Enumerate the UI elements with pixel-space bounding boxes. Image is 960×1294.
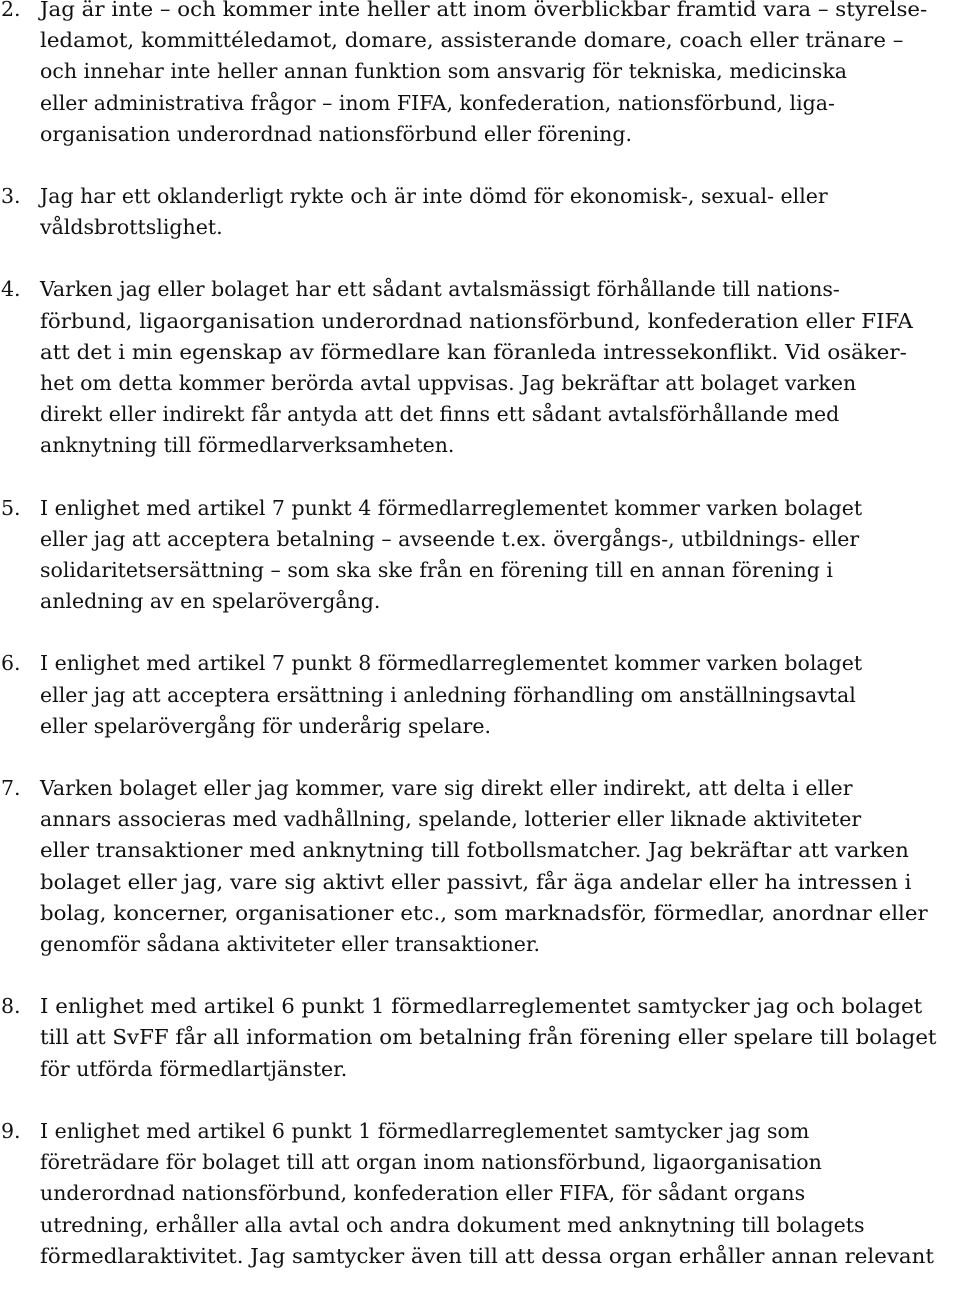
text-line: och innehar inte heller annan funktion som ansvarig för tekniska, medicinska (40, 59, 847, 84)
text-line: till att SvFF får all information om betalning från förening eller spelare till bolaget (40, 1025, 937, 1050)
text-line: I enlighet med artikel 7 punkt 8 förmedlarreglementet kommer varken bolaget (40, 651, 863, 676)
text-line: eller jag att acceptera betalning – avseende t.ex. övergångs-, utbildnings- eller (40, 526, 860, 551)
list-item-5 (0, 493, 960, 618)
item-text (40, 648, 958, 742)
list-item-8 (0, 991, 960, 1085)
item-number: 4. (1, 277, 21, 302)
text-line: I enlighet med artikel 6 punkt 1 förmedlarreglementet samtycker jag som (40, 1118, 810, 1143)
text-line: bolag, koncerner, organisationer etc., som marknadsför, förmedlar, anordnar eller (40, 900, 928, 925)
text-line: Jag har ett oklanderligt rykte och är inte dömd för ekonomisk-, sexual- eller (40, 184, 828, 209)
item-text (40, 1116, 958, 1272)
item-number: 9. (1, 1118, 21, 1143)
item-text (40, 274, 958, 461)
text-line: ledamot, kommittéledamot, domare, assisterande domare, coach eller tränare – (40, 28, 904, 53)
list-item-4 (0, 274, 960, 461)
item-number: 8. (1, 994, 21, 1019)
list-item-9 (0, 1116, 960, 1272)
text-line: bolaget eller jag, vare sig aktivt eller passivt, får äga andelar eller ha intressen i (40, 869, 912, 894)
text-line: organisation underordnad nationsförbund eller förening. (40, 121, 632, 146)
item-number: 5. (1, 495, 21, 520)
item-text (40, 773, 958, 960)
text-line: att det i min egenskap av förmedlare kan föranleda intressekonflikt. Vid osäker- (40, 339, 907, 364)
list-item-3 (0, 181, 960, 243)
text-line: direkt eller indirekt får antyda att det finns ett sådant avtalsförhållande med (40, 402, 840, 427)
item-number: 7. (1, 776, 21, 801)
text-line: I enlighet med artikel 7 punkt 4 förmedlarreglementet kommer varken bolaget (40, 495, 863, 520)
text-line: för utförda förmedlartjänster. (40, 1056, 348, 1081)
text-line: anledning av en spelarövergång. (40, 589, 381, 614)
item-text (40, 0, 958, 150)
list-item-2 (0, 0, 960, 150)
text-line: utredning, erhåller alla avtal och andra dokument med anknytning till bolagets (40, 1212, 865, 1237)
text-line: genomför sådana aktiviteter eller transaktioner. (40, 932, 540, 957)
text-line: eller spelarövergång för underårig spelare. (40, 713, 492, 738)
text-line: solidaritetsersättning – som ska ske från en förening till en annan förening i (40, 558, 833, 583)
list-item-7 (0, 773, 960, 960)
text-line: Jag är inte – och kommer inte heller att inom överblickbar framtid vara – styrelse- (40, 0, 928, 21)
text-line: annars associeras med vadhållning, spelande, lotterier eller liknade aktiviteter (40, 807, 862, 832)
text-line: förbund, ligaorganisation underordnad nationsförbund, konfederation eller FIFA (40, 308, 913, 333)
text-line: eller administrativa frågor – inom FIFA, konfederation, nationsförbund, liga- (40, 90, 835, 115)
text-line: Varken jag eller bolaget har ett sådant avtalsmässigt förhållande till nations- (40, 277, 840, 302)
item-number: 6. (1, 651, 21, 676)
item-number: 3. (1, 184, 21, 209)
text-line: eller transaktioner med anknytning till fotbollsmatcher. Jag bekräftar att varken (40, 838, 909, 863)
list-item-6 (0, 648, 960, 742)
text-line: anknytning till förmedlarverksamheten. (40, 433, 455, 458)
text-line: underordnad nationsförbund, konfederation eller FIFA, för sådant organs (40, 1181, 806, 1206)
text-line: företrädare för bolaget till att organ inom nationsförbund, ligaorganisation (40, 1150, 822, 1175)
text-line: förmedlaraktivitet. Jag samtycker även till att dessa organ erhåller annan relevant (40, 1243, 934, 1268)
text-line: Varken bolaget eller jag kommer, vare sig direkt eller indirekt, att delta i eller (40, 776, 853, 801)
text-line: het om detta kommer berörda avtal uppvisas. Jag bekräftar att bolaget varken (40, 371, 857, 396)
item-text (40, 493, 958, 618)
text-line: I enlighet med artikel 6 punkt 1 förmedlarreglementet samtycker jag och bolaget (40, 994, 923, 1019)
text-line: våldsbrottslighet. (40, 215, 223, 240)
item-number: 2. (1, 0, 21, 21)
item-text (40, 991, 958, 1085)
text-line: eller jag att acceptera ersättning i anledning förhandling om anställningsavtal (40, 682, 856, 707)
item-text (40, 181, 958, 243)
